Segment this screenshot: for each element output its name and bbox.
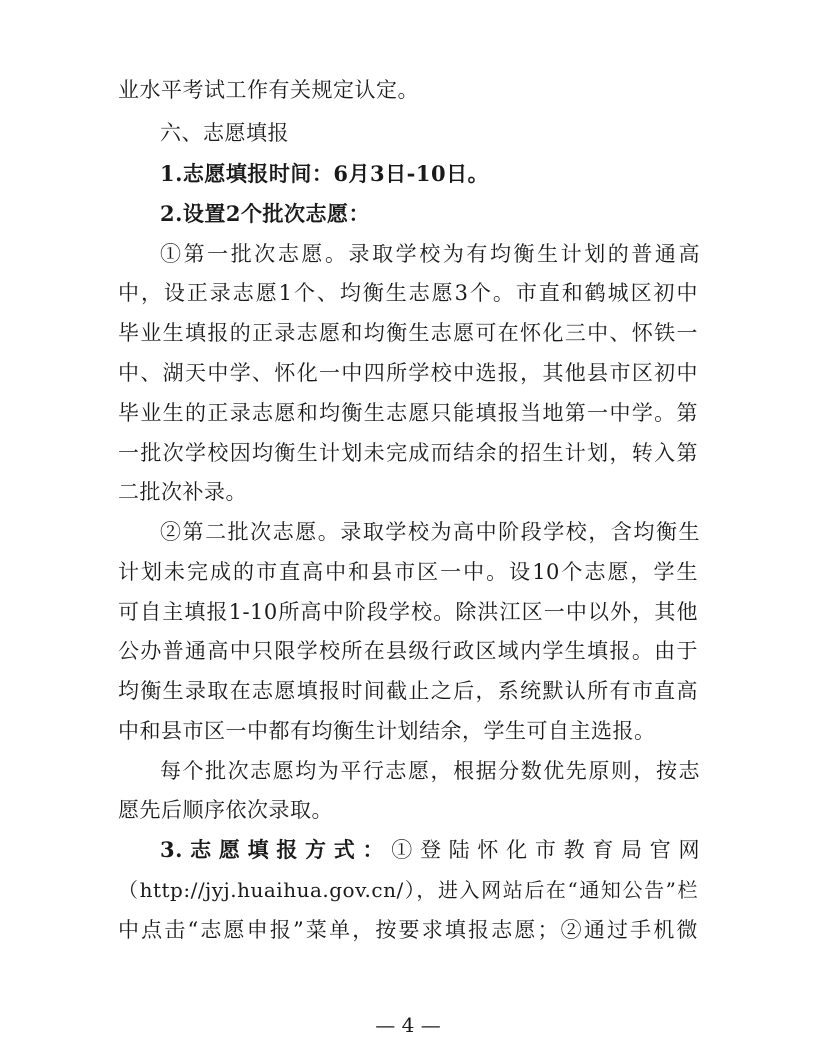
paragraph-line: 业水平考试工作有关规定认定。 [118, 78, 419, 102]
subsection-heading: 2.设置2个批次志愿： [160, 201, 371, 226]
paragraph-line: 均衡生录取在志愿填报时间截止之后，系统默认所有市直高 [118, 679, 698, 703]
paragraph-line: 二批次补录。 [118, 480, 247, 504]
subsection-text: ①登陆怀化市教育局官网 [391, 838, 700, 862]
paragraph-line: 一批次学校因均衡生计划未完成而结余的招生计划，转入第 [118, 441, 698, 465]
paragraph-line: （http://jyj.huaihua.gov.cn/），进入网站后在“通知公告”栏 [118, 878, 698, 902]
paragraph-line: 中点击“志愿申报”菜单，按要求填报志愿；②通过手机微 [118, 918, 698, 942]
paragraph-line: 公办普通高中只限学校所在县级行政区域内学生填报。由于 [118, 639, 698, 663]
page-number: — 4 — [375, 1013, 441, 1037]
subsection-line [160, 156, 700, 192]
paragraph-line: 愿先后顺序依次录取。 [118, 798, 333, 822]
paragraph-line: 毕业生填报的正录志愿和均衡生志愿可在怀化三中、怀铁一 [118, 321, 698, 345]
paragraph-line: 中，设正录志愿1个、均衡生志愿3个。市直和鹤城区初中 [118, 281, 698, 305]
paragraph-line: ②第二批次志愿。录取学校为高中阶段学校，含均衡生 [160, 520, 700, 544]
paragraph-line: 中和县市区一中都有均衡生计划结余，学生可自主选报。 [118, 719, 656, 743]
paragraph-line: 每个批次志愿均为平行志愿，根据分数优先原则，按志 [160, 759, 700, 783]
section-heading: 六、志愿填报 [160, 121, 289, 145]
subsection-text: 1.志愿填报时间：6月3日-10日。 [160, 161, 490, 186]
paragraph-line: 毕业生的正录志愿和均衡生志愿只能填报当地第一中学。第 [118, 401, 698, 425]
paragraph-line: 计划未完成的市直高中和县市区一中。设10个志愿，学生 [118, 560, 698, 584]
paragraph-line: ①第一批次志愿。录取学校为有均衡生计划的普通高 [160, 242, 700, 266]
paragraph-line: 中、湖天中学、怀化一中四所学校中选报，其他县市区初中 [118, 361, 698, 385]
subsection-label: 3.志愿填报方式： [160, 837, 392, 862]
subsection-line [160, 832, 700, 868]
paragraph-line: 可自主填报1-10所高中阶段学校。除洪江区一中以外，其他 [118, 600, 698, 624]
